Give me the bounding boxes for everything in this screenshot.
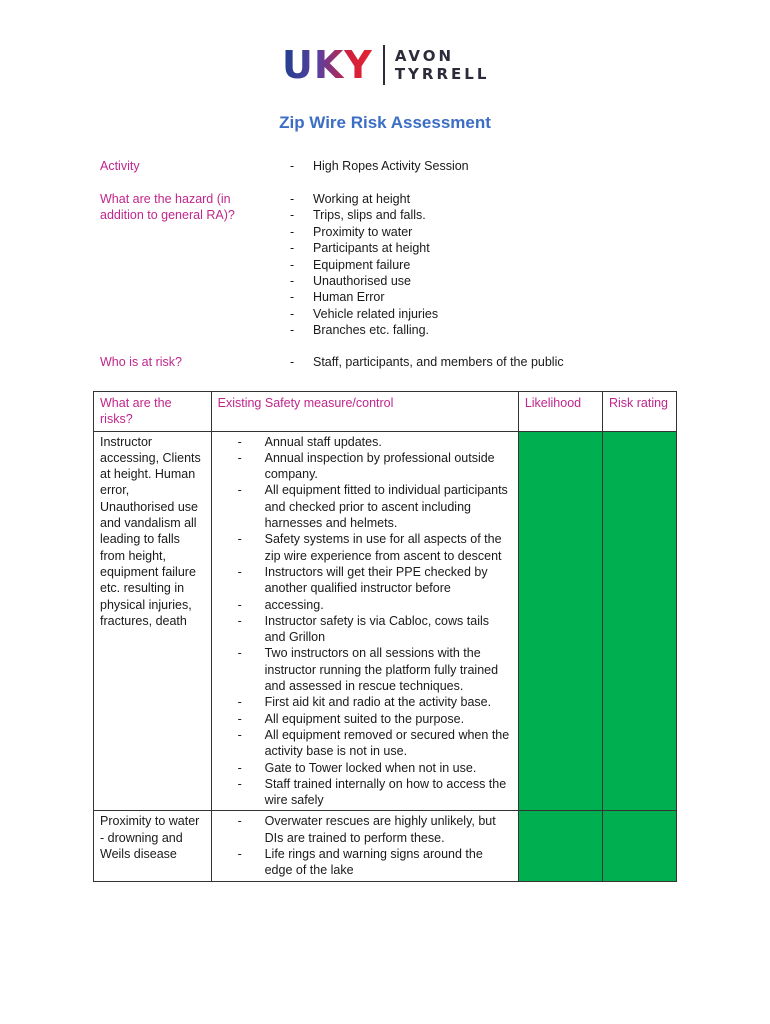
header-likelihood: Likelihood — [518, 392, 602, 432]
activity-text: High Ropes Activity Session — [313, 159, 469, 173]
likelihood-cell — [518, 431, 602, 811]
page-title: Zip Wire Risk Assessment — [279, 113, 491, 132]
hazards-label — [100, 191, 235, 223]
bullet-dash: - — [290, 159, 295, 173]
list-item: - accessing. — [237, 597, 324, 612]
list-item: - Trips, slips and falls. — [290, 208, 426, 223]
hazards-label-line2: addition to general RA)? — [100, 208, 235, 222]
list-item: - Safety systems in use for all aspects of the zip wire experience from ascent to descent — [237, 532, 502, 563]
list-item: - Unauthorised use — [290, 274, 411, 289]
list-item: - Two instructors on all sessions with the instructor running the platform fully trained and assessed in rescue techniques. — [237, 646, 499, 694]
list-item: - Instructor safety is via Cabloc, cows tails and Grillon — [237, 613, 489, 645]
list-item: - Annual staff updates. — [237, 434, 382, 449]
risk-text: Staff, participants, and members of the public — [313, 355, 564, 369]
header-rating: Risk rating — [602, 392, 676, 432]
list-item: - Branches etc. falling. — [290, 323, 430, 338]
header-risks: What are the risks? — [94, 392, 212, 432]
list-item: - All equipment removed or secured when the activity base is not in use. — [237, 727, 510, 759]
logo-wordmark — [395, 47, 490, 83]
list-item: - Gate to Tower locked when not in use. — [237, 760, 477, 775]
risk-cell: Proximity to water - drowning and Weils disease — [94, 811, 212, 881]
rating-cell — [602, 811, 676, 881]
list-item: - Staff trained internally on how to access the wire safely — [237, 776, 507, 808]
list-item: - All equipment suited to the purpose. — [237, 711, 465, 726]
risk-label: Who is at risk? — [100, 355, 182, 369]
risk-cell: Instructor accessing, Clients at height. Human error, Unauthorised use and vandalism all leading to falls from height, equipment failure etc. resulting in physical injuries, fractures, death — [94, 431, 212, 811]
avon-tyrrell-logo — [282, 44, 489, 86]
likelihood-cell — [518, 811, 602, 881]
list-item: - Equipment failure — [290, 257, 411, 272]
list-item: - Human Error — [290, 290, 385, 305]
control-cell — [211, 811, 518, 881]
uky-logo-mark: UKY — [282, 43, 373, 87]
list-item: - First aid kit and radio at the activity base. — [237, 695, 492, 710]
control-cell — [211, 431, 518, 811]
logo-separator — [383, 45, 385, 85]
hazards-list — [290, 191, 438, 339]
hazards-label-line1: What are the hazard (in — [100, 192, 231, 206]
logo-word-avon: AVON — [394, 47, 455, 65]
list-item: - Participants at height — [290, 241, 430, 256]
activity-value — [290, 158, 469, 174]
list-item: - Instructors will get their PPE checked by another qualified instructor before — [237, 564, 488, 596]
list-item: - Annual inspection by professional outside company. — [237, 450, 495, 482]
list-item: - Proximity to water — [290, 224, 413, 239]
header-control: Existing Safety measure/control — [211, 392, 518, 432]
risk-value: - Staff, participants, and members of the public — [290, 355, 564, 369]
list-item: - Working at height — [290, 192, 411, 206]
table-row — [94, 431, 677, 811]
list-item: - Life rings and warning signs around the edge of the lake — [237, 847, 483, 878]
logo-word-tyrrell: TYRRELL — [394, 65, 490, 83]
risk-table — [93, 391, 677, 882]
rating-cell — [602, 431, 676, 811]
list-item: - All equipment fitted to individual participants and checked prior to ascent including harnesses and helmets. — [237, 483, 508, 531]
list-item: - Vehicle related injuries — [290, 306, 439, 321]
table-header-row — [94, 392, 677, 432]
table-row — [94, 811, 677, 881]
list-item: - Overwater rescues are highly unlikely, but DIs are trained to perform these. — [237, 814, 496, 845]
activity-label: Activity — [100, 159, 140, 173]
